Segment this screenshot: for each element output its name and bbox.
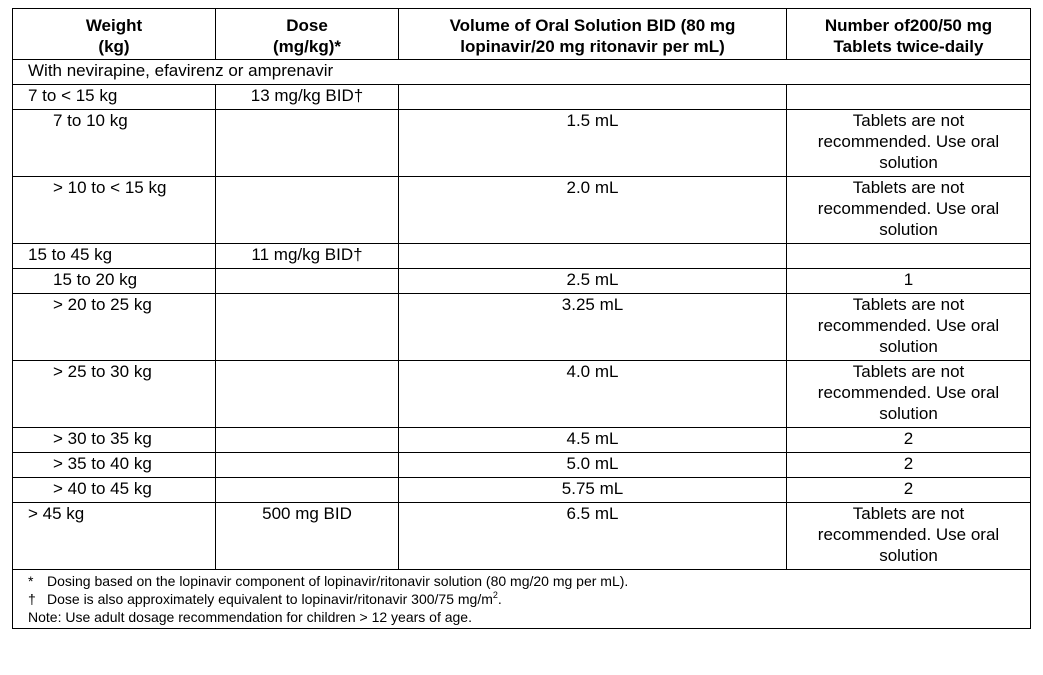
tablets-line: 2 xyxy=(903,454,914,473)
tablets-line: recommended. Use oral xyxy=(817,199,1000,218)
row-dose xyxy=(216,177,399,244)
row-volume: 2.5 mL xyxy=(399,269,787,294)
row-volume: 5.75 mL xyxy=(399,478,787,503)
row-tablets xyxy=(787,453,1031,478)
header-line: (mg/kg)* xyxy=(273,37,341,56)
row-volume: 4.0 mL xyxy=(399,361,787,428)
row-dose xyxy=(216,453,399,478)
row-weight: 7 to 10 kg xyxy=(13,110,216,177)
section-row xyxy=(13,60,1031,85)
group-row xyxy=(13,244,1031,269)
footnote-star xyxy=(28,572,1030,590)
header-volume xyxy=(399,9,787,60)
tablets-line: solution xyxy=(879,404,938,423)
table-row xyxy=(13,428,1031,453)
row-volume: 4.5 mL xyxy=(399,428,787,453)
tablets-line: 2 xyxy=(903,429,914,448)
table-row xyxy=(13,453,1031,478)
tablets-line: Tablets are not xyxy=(852,362,965,381)
tablets-line: Tablets are not xyxy=(852,178,965,197)
table-row xyxy=(13,503,1031,570)
table-row xyxy=(13,478,1031,503)
row-dose xyxy=(216,478,399,503)
footnote-dagger xyxy=(28,590,1030,608)
section-label: With nevirapine, efavirenz or amprenavir xyxy=(13,60,1031,85)
dosing-table xyxy=(12,8,1031,629)
row-tablets xyxy=(787,110,1031,177)
row-dose xyxy=(216,110,399,177)
asterisk-mark: * xyxy=(28,573,34,589)
group-weight: 7 to < 15 kg xyxy=(13,85,216,110)
footnote-dagger-text: Dose is also approximately equivalent to lopinavir/ritonavir 300/75 mg/m xyxy=(47,591,493,607)
header-line: lopinavir/20 mg ritonavir per mL) xyxy=(460,37,725,56)
row-tablets xyxy=(787,177,1031,244)
superscript: 2 xyxy=(492,590,498,600)
tablets-line: solution xyxy=(879,546,938,565)
header-line: (kg) xyxy=(98,37,130,56)
header-weight xyxy=(13,9,216,60)
row-dose xyxy=(216,361,399,428)
table-row xyxy=(13,361,1031,428)
tablets-line: 2 xyxy=(903,479,914,498)
dagger-mark: † xyxy=(28,591,36,607)
row-tablets xyxy=(787,269,1031,294)
empty-cell xyxy=(787,244,1031,269)
row-weight: > 40 to 45 kg xyxy=(13,478,216,503)
footnotes xyxy=(13,570,1031,629)
tablets-line: Tablets are not xyxy=(852,504,965,523)
footnote-note: Note: Use adult dosage recommendation for children > 12 years of age. xyxy=(28,609,472,625)
row-weight: > 20 to 25 kg xyxy=(13,294,216,361)
tablets-line: recommended. Use oral xyxy=(817,525,1000,544)
row-weight: > 30 to 35 kg xyxy=(13,428,216,453)
header-row xyxy=(13,9,1031,60)
row-tablets xyxy=(787,478,1031,503)
footnote-star-text: Dosing based on the lopinavir component of lopinavir/ritonavir solution (80 mg/20 mg per mL). xyxy=(47,573,629,589)
group-dose: 13 mg/kg BID† xyxy=(216,85,399,110)
header-line: Tablets twice-daily xyxy=(833,37,984,56)
header-line: Weight xyxy=(85,16,143,35)
row-weight: > 35 to 40 kg xyxy=(13,453,216,478)
row-weight: > 45 kg xyxy=(13,503,216,570)
row-volume: 3.25 mL xyxy=(399,294,787,361)
row-dose xyxy=(216,269,399,294)
empty-cell xyxy=(399,85,787,110)
row-dose: 500 mg BID xyxy=(216,503,399,570)
table-row xyxy=(13,110,1031,177)
tablets-line: Tablets are not xyxy=(852,111,965,130)
row-tablets xyxy=(787,361,1031,428)
tablets-line: solution xyxy=(879,153,938,172)
table-row xyxy=(13,294,1031,361)
empty-cell xyxy=(787,85,1031,110)
header-tablets xyxy=(787,9,1031,60)
row-volume: 1.5 mL xyxy=(399,110,787,177)
row-weight: > 25 to 30 kg xyxy=(13,361,216,428)
group-row xyxy=(13,85,1031,110)
header-dose xyxy=(216,9,399,60)
table-row xyxy=(13,269,1031,294)
row-tablets xyxy=(787,294,1031,361)
tablets-line: recommended. Use oral xyxy=(817,132,1000,151)
empty-cell xyxy=(399,244,787,269)
row-dose xyxy=(216,428,399,453)
tablets-line: solution xyxy=(879,337,938,356)
group-weight: 15 to 45 kg xyxy=(13,244,216,269)
row-volume: 2.0 mL xyxy=(399,177,787,244)
row-weight: 15 to 20 kg xyxy=(13,269,216,294)
table-row xyxy=(13,177,1031,244)
tablets-line: recommended. Use oral xyxy=(817,383,1000,402)
row-volume: 6.5 mL xyxy=(399,503,787,570)
tablets-line: Tablets are not xyxy=(852,295,965,314)
footnote-dagger-end: . xyxy=(497,591,502,607)
header-line: Dose xyxy=(286,16,328,35)
row-dose xyxy=(216,294,399,361)
header-line: Volume of Oral Solution BID (80 mg xyxy=(449,16,736,35)
tablets-line: 1 xyxy=(903,270,914,289)
header-line: Number of200/50 mg xyxy=(824,16,993,35)
row-weight: > 10 to < 15 kg xyxy=(13,177,216,244)
tablets-line: recommended. Use oral xyxy=(817,316,1000,335)
dosing-table-container xyxy=(12,8,1030,629)
tablets-line: solution xyxy=(879,220,938,239)
row-tablets xyxy=(787,503,1031,570)
group-dose: 11 mg/kg BID† xyxy=(216,244,399,269)
row-volume: 5.0 mL xyxy=(399,453,787,478)
footnotes-row xyxy=(13,570,1031,629)
row-tablets xyxy=(787,428,1031,453)
